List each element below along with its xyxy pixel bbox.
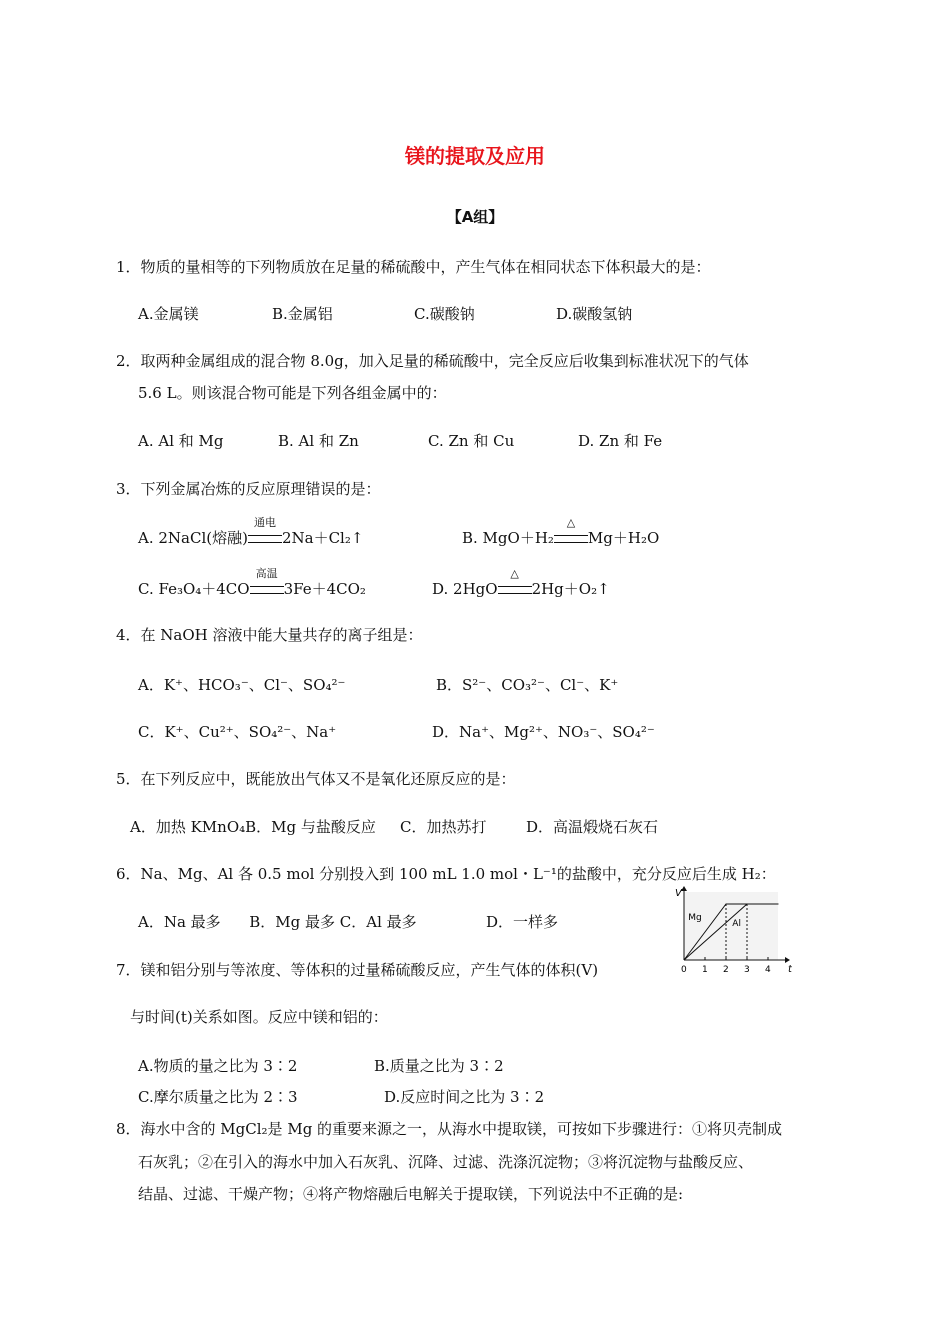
x-tick-label: 4 xyxy=(765,965,771,975)
q3-option-d: D. 2HgO △ 2Hg＋O₂↑ xyxy=(432,567,610,598)
q7-option-d: D.反应时间之比为 3∶2 xyxy=(384,1088,545,1106)
reaction-condition: △ xyxy=(510,567,519,580)
q4-option-a: A．K⁺、HCO₃⁻、Cl⁻、SO₄²⁻ xyxy=(138,676,346,694)
question-8-line-2: 石灰乳；②在引入的海水中加入石灰乳、沉降、过滤、洗涤沉淀物；③将沉淀物与盐酸反应、 xyxy=(138,1153,754,1171)
reaction-condition: 高温 xyxy=(255,567,278,580)
question-4: 4．在 NaOH 溶液中能大量共存的离子组是： xyxy=(116,626,423,644)
question-1: 1．物质的量相等的下列物质放在足量的稀硫酸中，产生气体在相同状态下体积最大的是： xyxy=(116,258,711,276)
q5-option-d: D．高温煅烧石灰石 xyxy=(526,818,659,836)
q7-option-b: B.质量之比为 3∶2 xyxy=(374,1057,504,1075)
x-tick-label: 1 xyxy=(702,965,708,975)
q5-option-ab: A．加热 KMnO₄B．Mg 与盐酸反应 xyxy=(130,818,376,836)
x-axis-label: t xyxy=(788,964,792,975)
q3-option-c: C. Fe₃O₄＋4CO 高温 3Fe＋4CO₂ xyxy=(138,567,366,598)
series-label-al: Al xyxy=(732,919,741,929)
group-heading: 【A组】 xyxy=(446,208,504,226)
q7-option-a: A.物质的量之比为 3∶2 xyxy=(138,1057,298,1075)
q3-option-a: A. 2NaCl(熔融) 通电 2Na＋Cl₂↑ xyxy=(138,516,364,547)
y-axis-arrow xyxy=(681,886,687,891)
question-2-line-1: 2．取两种金属组成的混合物 8.0g，加入足量的稀硫酸中，完全反应后收集到标准状况下的气体 xyxy=(116,352,749,370)
reaction-condition: 通电 xyxy=(253,516,276,529)
volume-time-chart xyxy=(668,884,792,978)
page-title: 镁的提取及应用 xyxy=(405,144,545,168)
q6-options-abc: A．Na 最多 B．Mg 最多 C．Al 最多 xyxy=(138,913,417,931)
x-tick-label: 2 xyxy=(723,965,729,975)
q6-option-d: D．一样多 xyxy=(486,913,559,931)
q5-option-c: C．加热苏打 xyxy=(400,818,487,836)
plot-background xyxy=(684,892,778,960)
q4-option-d: D．Na⁺、Mg²⁺、NO₃⁻、SO₄²⁻ xyxy=(432,723,655,741)
question-3: 3．下列金属冶炼的反应原理错误的是： xyxy=(116,480,381,498)
q1-option-b: B.金属铝 xyxy=(272,305,333,323)
question-8-line-3: 结晶、过滤、干燥产物；④将产物熔融后电解关于提取镁，下列说法中不正确的是: xyxy=(138,1185,684,1203)
q4-option-b: B．S²⁻、CO₃²⁻、Cl⁻、K⁺ xyxy=(436,676,619,694)
question-8-line-1: 8．海水中含的 MgCl₂是 Mg 的重要来源之一，从海水中提取镁，可按如下步骤进行：①将贝壳制成 xyxy=(116,1120,783,1138)
question-7-line-2: 与时间(t)关系如图。反应中镁和铝的： xyxy=(130,1008,388,1026)
q2-option-b: B. Al 和 Zn xyxy=(278,432,359,450)
question-2-line-2: 5.6 L。则该混合物可能是下列各组金属中的： xyxy=(138,384,447,402)
x-tick-label: 0 xyxy=(681,965,687,975)
question-7-line-1: 7．镁和铝分别与等浓度、等体积的过量稀硫酸反应，产生气体的体积(V) xyxy=(116,961,599,979)
x-tick-label: 3 xyxy=(744,965,750,975)
y-axis-label: V xyxy=(675,888,682,899)
question-5: 5．在下列反应中，既能放出气体又不是氧化还原反应的是： xyxy=(116,770,516,788)
q1-option-a: A.金属镁 xyxy=(138,305,199,323)
q3-option-b: B. MgO＋H₂ △ Mg＋H₂O xyxy=(462,516,660,547)
reaction-condition: △ xyxy=(566,516,576,529)
q2-option-d: D. Zn 和 Fe xyxy=(578,432,663,450)
q1-option-c: C.碳酸钠 xyxy=(414,305,475,323)
question-6: 6．Na、Mg、Al 各 0.5 mol 分别投入到 100 mL 1.0 mol・L⁻¹的盐酸中，充分反应后生成 H₂： xyxy=(116,865,776,883)
q7-option-c: C.摩尔质量之比为 2∶3 xyxy=(138,1088,298,1106)
q1-option-d: D.碳酸氢钠 xyxy=(556,305,633,323)
q2-option-a: A. Al 和 Mg xyxy=(138,432,224,450)
q2-option-c: C. Zn 和 Cu xyxy=(428,432,515,450)
x-axis-arrow xyxy=(785,957,790,963)
q4-option-c: C．K⁺、Cu²⁺、SO₄²⁻、Na⁺ xyxy=(138,723,337,741)
series-label-mg: Mg xyxy=(688,913,702,923)
